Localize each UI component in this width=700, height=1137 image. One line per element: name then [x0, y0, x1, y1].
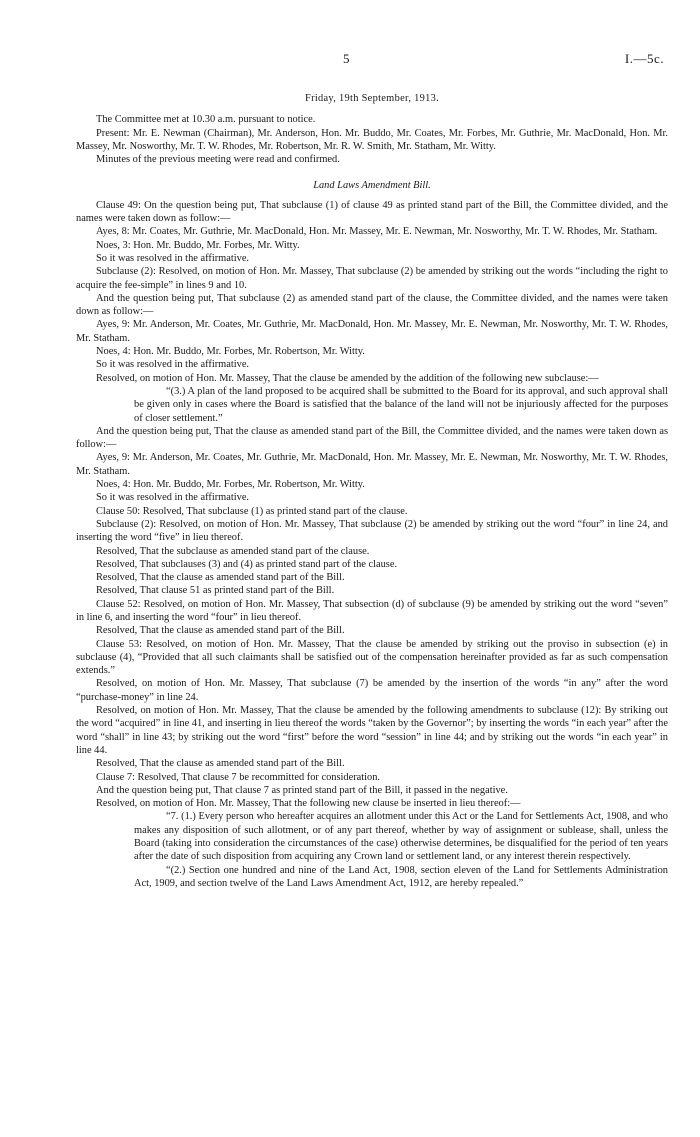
paragraph: Clause 50: Resolved, That subclause (1) as printed stand part of the clause. — [96, 505, 408, 517]
paragraph: Resolved, on motion of Hon. Mr. Massey, That the clause be amended by the following amendments to subclause (12): By striking out the word “acquired” in line 41, and inserting in lieu thereof the words “taken by the Governor”; by inserting the words “in each year” after the word “shall” in line 43; by striking out the word “first” before the word “session” in line 44; and by striking out the words “in each year” in line 44. — [76, 705, 668, 756]
paragraph: So it was resolved in the affirmative. — [96, 359, 250, 371]
quoted-subclause: “(2.) Section one hundred and nine of the Land Act, 1908, section eleven of the Land for Settlements Administration Act, 1909, and section twelve of the Land Laws Amendment Act, 1912, are hereby repealed.” — [134, 864, 668, 889]
paragraph: And the question being put, That the clause as amended stand part of the Bill, the Committee divided, and the names were taken down as follow:— — [76, 425, 668, 451]
paragraph: And the question being put, That clause 7 as printed stand part of the Bill, it passed in the negative. — [96, 784, 508, 796]
document-reference: I.—5c. — [624, 51, 664, 66]
paragraph: Resolved, on motion of Hon. Mr. Massey, That subclause (7) be amended by the insertion of the words “in any” after the word “purchase-money” in line 24. — [76, 678, 668, 703]
quoted-subclause: “7. (1.) Every person who hereafter acquires an allotment under this Act or the Land for Settlements Act, 1908, and who makes any disposition of such allotment, or of any part thereof, whether by way of assignment or sublease, shall, unless the Board (taking into consideration the circumstances of the case) otherwise determines, be disqualified for the period of ten years after the date of such disposition from acquiring any Crown land or settlement land, or any interest therein respectively. — [134, 811, 668, 863]
paragraph: Resolved, That the clause as amended stand part of the Bill. — [96, 572, 345, 584]
paragraph: Minutes of the previous meeting were read and confirmed. — [96, 154, 340, 166]
paragraph: Clause 49: On the question being put, That subclause (1) of clause 49 as printed stand part of the Bill, the Committee divided, and the names were taken down as follow:— — [76, 199, 668, 225]
document-body — [76, 52, 668, 890]
paragraph: Resolved, on motion of Hon. Mr. Massey, That the following new clause be inserted in lieu thereof:— — [96, 798, 521, 810]
paragraph: Ayes, 9: Mr. Anderson, Mr. Coates, Mr. Guthrie, Mr. MacDonald, Hon. Mr. Massey, Mr. E. Newman, Mr. Nosworthy, Mr. T. W. Rhodes, Mr. Statham. — [76, 319, 668, 344]
paragraph: Clause 53: Resolved, on motion of Hon. Mr. Massey, That the clause be amended by striking out the proviso in subsection (e) in subclause (4), “Provided that all such claimants shall be satisfied out of the compensation hereinafter provided as far as such compensation extends.” — [76, 638, 668, 677]
paragraph: Ayes, 8: Mr. Coates, Mr. Guthrie, Mr. MacDonald, Hon. Mr. Massey, Mr. E. Newman, Mr. Nosworthy, Mr. T. W. Rhodes, Mr. Statham. — [96, 226, 658, 238]
page-number: 5 — [343, 51, 350, 66]
paragraph: Noes, 4: Hon. Mr. Buddo, Mr. Forbes, Mr. Robertson, Mr. Witty. — [96, 346, 365, 358]
date-line: Friday, 19th September, 1913. — [304, 93, 439, 104]
proceedings-part-a — [76, 199, 668, 385]
paragraph: Resolved, on motion of Hon. Mr. Massey, That the clause be amended by the addition of the following new subclause:— — [96, 372, 599, 384]
paragraph: Resolved, That the clause as amended stand part of the Bill. — [96, 625, 345, 637]
opening-section — [76, 113, 668, 166]
paragraph: The Committee met at 10.30 a.m. pursuant to notice. — [96, 114, 316, 126]
section-heading: Land Laws Amendment Bill. — [313, 180, 431, 192]
quoted-subclause: “(3.) A plan of the land proposed to be acquired shall be submitted to the Board for its approval, and such approval shall be given only in cases where the Board is satisfied that the balance of the land will not be injuriously affected for the purposes of closer settlement.” — [134, 385, 668, 424]
quoted-new-clause — [76, 810, 668, 890]
paragraph: Subclause (2): Resolved, on motion of Hon. Mr. Massey, That subclause (2) be amended by striking out the word “four” in line 24, and inserting the word “five” in lieu thereof. — [76, 518, 668, 544]
paragraph: Noes, 4: Hon. Mr. Buddo, Mr. Forbes, Mr. Robertson, Mr. Witty. — [96, 479, 365, 491]
paragraph: Noes, 3: Hon. Mr. Buddo, Mr. Forbes, Mr. Witty. — [96, 239, 300, 251]
paragraph: Resolved, That clause 51 as printed stand part of the Bill. — [96, 585, 335, 597]
paragraph: And the question being put, That subclause (2) as amended stand part of the clause, the Committee divided, and the names were taken down as follow:— — [76, 292, 668, 318]
paragraph: Clause 52: Resolved, on motion of Hon. Mr. Massey, That subsection (d) of subclause (9) be amended by striking out the word “seven” in line 6, and inserting the word “four” in lieu thereof. — [76, 598, 668, 623]
paragraph: Present: Mr. E. Newman (Chairman), Mr. Anderson, Hon. Mr. Buddo, Mr. Coates, Mr. Forbes, Mr. Guthrie, Mr. MacDonald, Hon. Mr. Massey, Mr. Nosworthy, Mr. T. W. Rhodes, Mr. Robertson, Mr. R. W. Smith, Mr. Statham, Mr. Witty. — [76, 127, 668, 152]
paragraph: Clause 7: Resolved, That clause 7 be recommitted for consideration. — [96, 771, 381, 783]
paragraph: Resolved, That the subclause as amended stand part of the clause. — [96, 545, 370, 557]
paragraph: Ayes, 9: Mr. Anderson, Mr. Coates, Mr. Guthrie, Mr. MacDonald, Hon. Mr. Massey, Mr. E. Newman, Mr. Nosworthy, Mr. T. W. Rhodes, Mr. Statham. — [76, 452, 668, 477]
paragraph: So it was resolved in the affirmative. — [96, 252, 250, 264]
proceedings-part-b — [76, 425, 668, 811]
paragraph: Resolved, That the clause as amended stand part of the Bill. — [96, 758, 345, 770]
paragraph: So it was resolved in the affirmative. — [96, 492, 250, 504]
paragraph: Resolved, That subclauses (3) and (4) as printed stand part of the clause. — [96, 558, 398, 570]
paragraph: Subclause (2): Resolved, on motion of Hon. Mr. Massey, That subclause (2) be amended by striking out the words “including the right to acquire the fee-simple” in lines 9 and 10. — [76, 266, 668, 291]
